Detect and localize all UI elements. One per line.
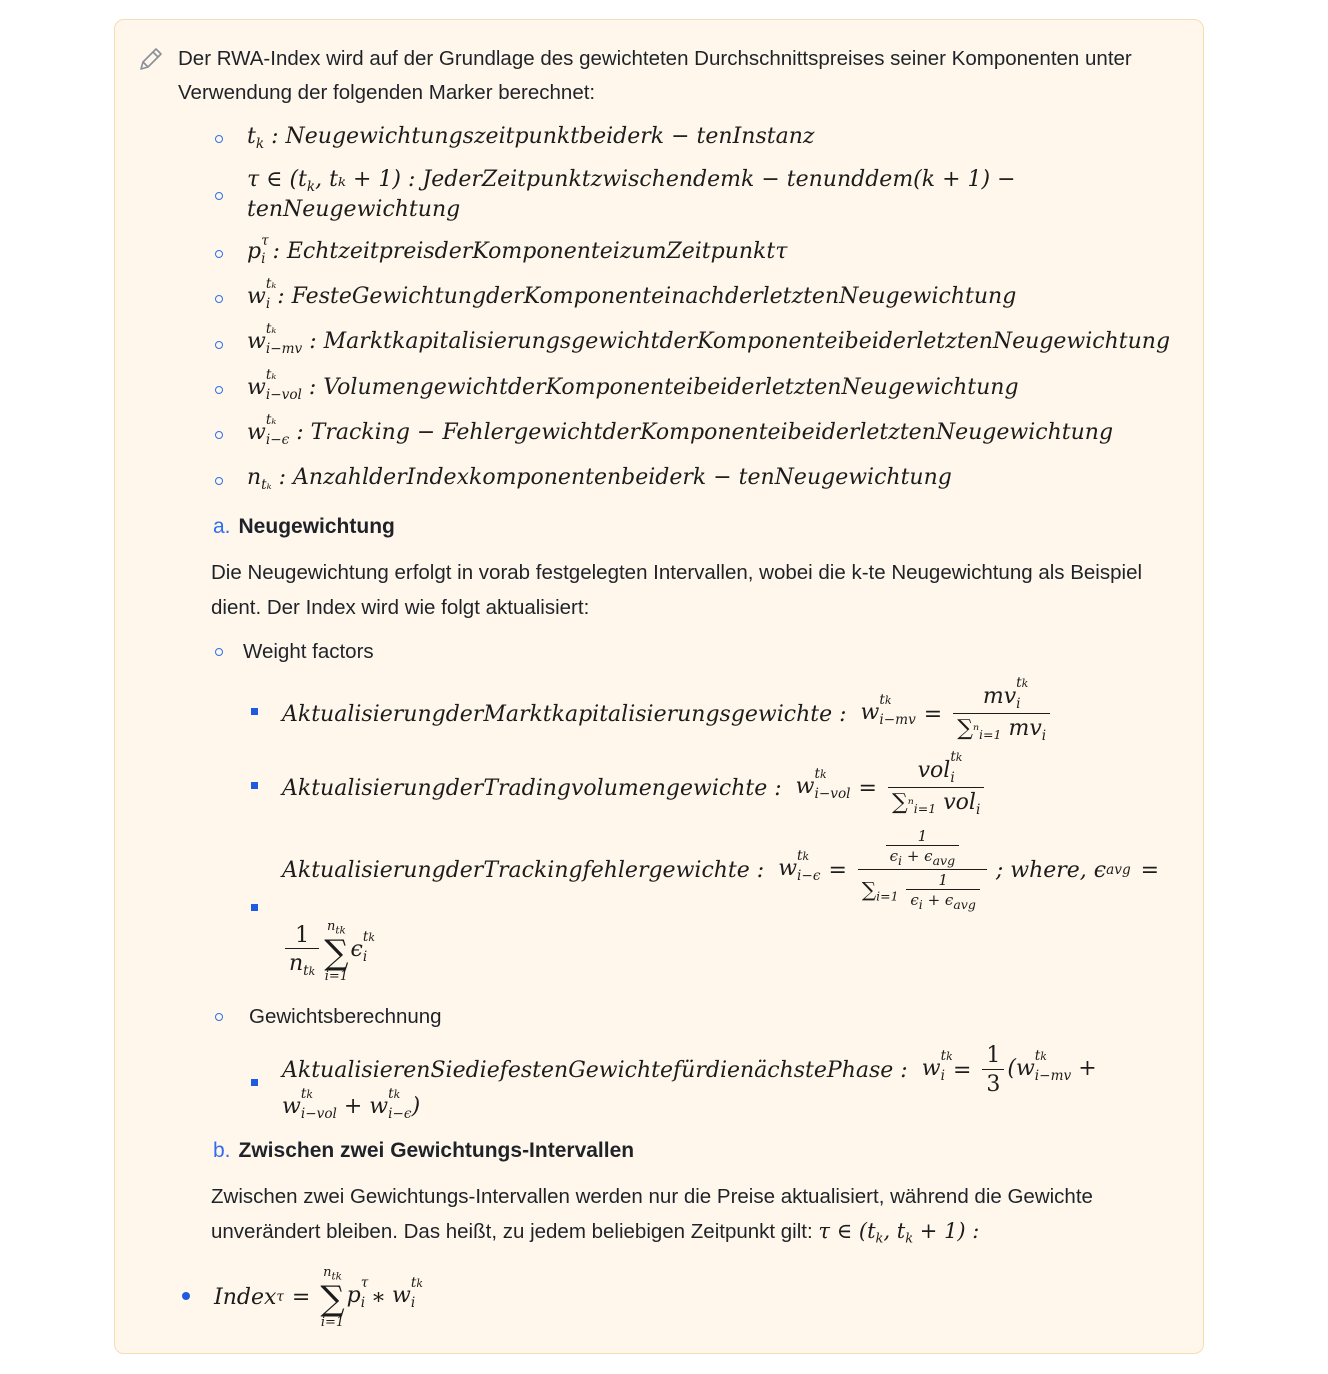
list-bullet xyxy=(215,135,223,143)
formula-fixed-weight-cont: w tk $_{i-vol}$ + w tk $_{i-\epsilon}$) xyxy=(282,1086,421,1122)
square-bullet xyxy=(251,782,258,789)
marker-vol-weight: w tₖ $_{i-vol}$ : VolumengewichtderKomponenteibeiderletztenNeugewichtung xyxy=(247,367,1019,403)
formula-vol-weight: AktualisierungderTradingvolumengewichte : w tk $_{i-vol}$ = vol tk $_i$ ∑ⁿ$_{i=1}$ vol$_i$ xyxy=(282,756,987,820)
marker-price: p τ $_i$ : EchtzeitpreisderKomponenteizumZeitpunktτ xyxy=(247,233,788,267)
marker-fixed-weight: w tₖ $_i$ : FesteGewichtungderKomponenteinachderletztenNeugewichtung xyxy=(247,276,1017,312)
disc-bullet xyxy=(182,1292,190,1300)
marker-tau-cont: tenNeugewichtung xyxy=(247,197,461,222)
marker-mv-weight: w tₖ $_{i-mv}$ : MarktkapitalisierungsgewichtderKomponenteibeiderletztenNeugewichtung xyxy=(247,321,1171,357)
section-b-heading: b. Zwischen zwei Gewichtungs-Intervallen xyxy=(213,1139,635,1162)
marker-tk: $t_k$ : Neugewichtungszeitpunktbeiderk − tenInstanz xyxy=(247,124,815,152)
formula-tracking-weight: AktualisierungderTrackingfehlergewichte : w tk $_{i-\epsilon}$ = $\frac{1}{\epsilon_i + \epsilon_{avg}}$ $\sum_{i=1}$ $\frac{1}{\epsilon_i + \epsilon_{avg}}$ ; where, ϵ avg = xyxy=(282,826,1160,912)
list-bullet xyxy=(215,386,223,394)
marker-tau: τ ∈ ($t_k$, tₖ + 1) : JederZeitpunktzwischendemk − tenunddem(k + 1) − xyxy=(247,167,1016,195)
square-bullet xyxy=(251,1079,258,1086)
list-bullet xyxy=(215,192,223,200)
formula-mv-weight: AktualisierungderMarktkapitalisierungsgewichte : w tk $_{i-mv}$ = mv tk $_i$ ∑ⁿ$_{i=1}$ $mv_i$ xyxy=(282,682,1053,746)
gewichtsberechnung-label: Gewichtsberechnung xyxy=(249,1005,442,1028)
list-bullet xyxy=(215,250,223,258)
marker-count: $n_{t_k}$ : AnzahlderIndexkomponentenbeiderk − tenNeugewichtung xyxy=(247,465,952,493)
list-bullet xyxy=(215,1013,223,1021)
list-bullet xyxy=(215,477,223,485)
formula-index: Index τ = $n_{tk}$ ∑ i=1 p τ $_i$ ∗ w tk $_i$ xyxy=(214,1264,423,1330)
section-a-paragraph: Die Neugewichtung erfolgt in vorab festgelegten Intervallen, wobei die k-te Neugewichtung als Beispiel dient. Der Index wird wie folgt aktualisiert: xyxy=(211,561,1143,619)
marker-tracking-weight: w tₖ $_{i-\epsilon}$ : Tracking − FehlergewichtderKomponenteibeiderletztenNeugewichtung xyxy=(247,412,1114,448)
pencil-icon xyxy=(136,44,166,74)
formula-tracking-avg: $\frac{1}{n_{tk}}$ $n_{tk}$ ∑ i=1 ϵ tk $_i$ xyxy=(282,912,367,990)
list-bullet xyxy=(215,341,223,349)
list-bullet xyxy=(215,295,223,303)
list-bullet xyxy=(215,648,223,656)
section-a-heading: a. Neugewichtung xyxy=(213,515,395,538)
formula-fixed-weight: AktualisierenSiediefestenGewichtefürdienächstePhase : w tk $_i$ = $\frac{1}{3}$ (w tk $_{i-mv}$ + xyxy=(282,1043,1097,1097)
section-b-paragraph: Zwischen zwei Gewichtungs-Intervallen werden nur die Preise aktualisiert, während die Gewichte unverändert bleiben. Das heißt, zu jedem beliebigen Zeitpunkt gilt: τ ∈ ($t_k$, $t_k + 1$) : xyxy=(211,1185,1093,1247)
square-bullet xyxy=(251,904,258,911)
square-bullet xyxy=(251,708,258,715)
intro-text: Der RWA-Index wird auf der Grundlage des gewichteten Durchschnittspreises seiner Komponenten unter Verwendung der folgenden Marker berechnet: xyxy=(178,47,1132,104)
list-bullet xyxy=(215,431,223,439)
weight-factors-label: Weight factors xyxy=(243,640,374,663)
